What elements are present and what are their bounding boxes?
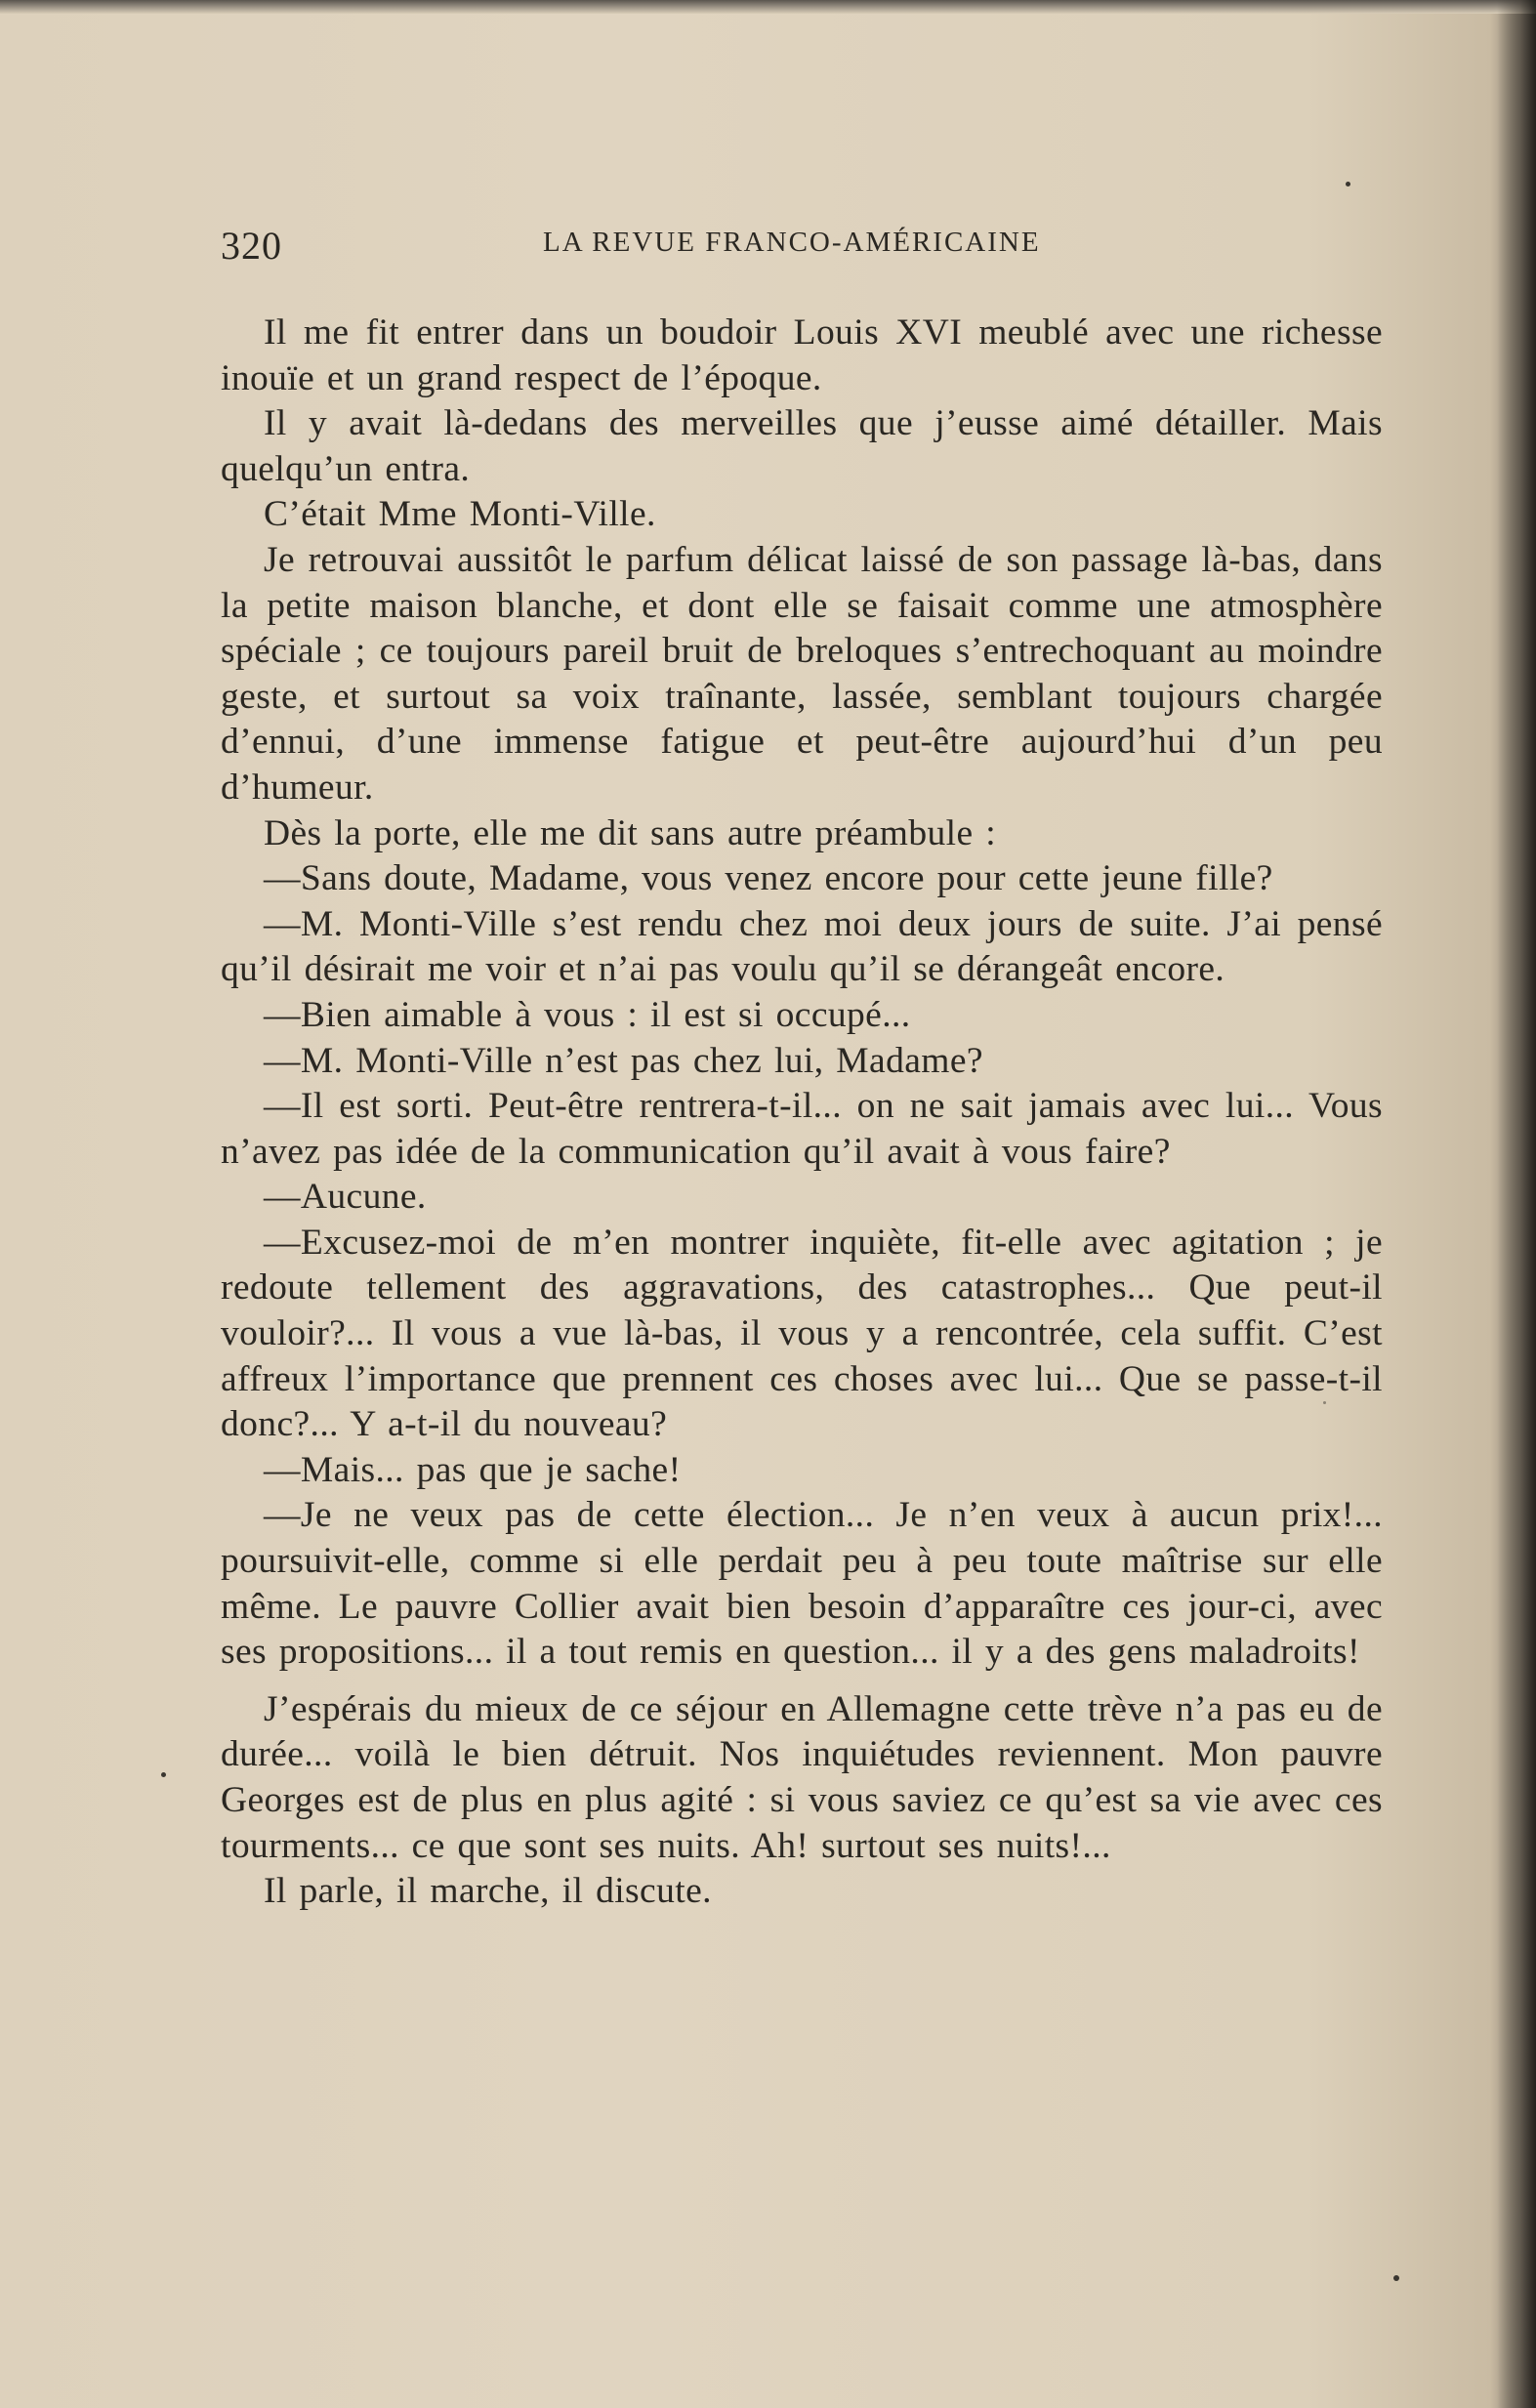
paragraph: C’était Mme Monti-Ville.	[264, 494, 656, 535]
paragraph: —Excusez-moi de m’en montrer inquiète, fit-elle avec agitation ; je redoute tellement des aggravations, des catastrophes... Que peut-il vouloir?... Il vous a vue là-bas, il vous y a rencontrée, cela suffit. C’est affreux l’importance que prennent ces choses avec lui... Que se passe-t-il donc?... Y a-t-il du nouveau?	[221, 1222, 1383, 1445]
paragraph: —Sans doute, Madame, vous venez encore pour cette jeune fille?	[264, 858, 1273, 899]
paper-speck	[1393, 2275, 1399, 2281]
paragraph: —Il est sorti. Peut-être rentrera-t-il... on ne sait jamais avec lui... Vous n’avez pas idée de la communication qu’il avait à vous faire?	[221, 1086, 1383, 1172]
paragraph: —M. Monti-Ville n’est pas chez lui, Madame?	[264, 1040, 983, 1081]
page-number: 320	[221, 224, 282, 268]
paper-speck	[1346, 182, 1350, 187]
body-text	[221, 311, 1383, 1915]
paragraph: —Je ne veux pas de cette élection... Je n’en veux à aucun prix!... poursuivit-elle, comme si elle perdait peu à peu toute maîtrise sur elle même. Le pauvre Collier avait bien besoin d’apparaître ces jour-ci, avec ses propositions... il a tout remis en question... il y a des gens maladroits!	[221, 1495, 1383, 1673]
paragraph: J’espérais du mieux de ce séjour en Allemagne cette trève n’a pas eu de durée... voilà le bien détruit. Nos inquiétudes reviennent. Mon pauvre Georges est de plus en plus agité : si vous saviez ce qu’est sa vie avec ces tourments... ce que sont ses nuits. Ah! surtout ses nuits!...	[221, 1688, 1383, 1866]
running-head	[221, 223, 1373, 281]
paragraph: Dès la porte, elle me dit sans autre préambule :	[264, 812, 997, 853]
paragraph: —Aucune.	[264, 1177, 427, 1218]
paragraph: Il y avait là-dedans des merveilles que j’eusse aimé détailler. Mais quelqu’un entra.	[221, 403, 1383, 489]
paragraph: Il parle, il marche, il discute.	[264, 1871, 712, 1912]
journal-title: LA REVUE FRANCO-AMÉRICAINE	[543, 227, 1041, 258]
paper-speck	[1323, 1401, 1326, 1404]
paragraph: —Mais... pas que je sache!	[264, 1449, 682, 1490]
paragraph: —Bien aimable à vous : il est si occupé...	[264, 994, 911, 1035]
page-edge-shadow	[1497, 0, 1536, 2408]
paragraph: Je retrouvai aussitôt le parfum délicat laissé de son passage là-bas, dans la petite maison blanche, et dont elle se faisait comme une atmosphère spéciale ; ce toujours pareil bruit de breloques s’entrechoquant au moindre geste, et surtout sa voix traînante, lassée, semblant toujours chargée d’ennui, d’une immense fatigue et peut-être aujourd’hui d’un peu d’humeur.	[221, 539, 1383, 808]
paper-speck	[161, 1772, 166, 1777]
page-top-edge	[0, 0, 1536, 14]
paragraph: Il me fit entrer dans un boudoir Louis XVI meublé avec une richesse inouïe et un grand respect de l’époque.	[221, 312, 1383, 398]
paragraph: —M. Monti-Ville s’est rendu chez moi deux jours de suite. J’ai pensé qu’il désirait me voir et n’ai pas voulu qu’il se dérangeât encore.	[221, 903, 1383, 990]
